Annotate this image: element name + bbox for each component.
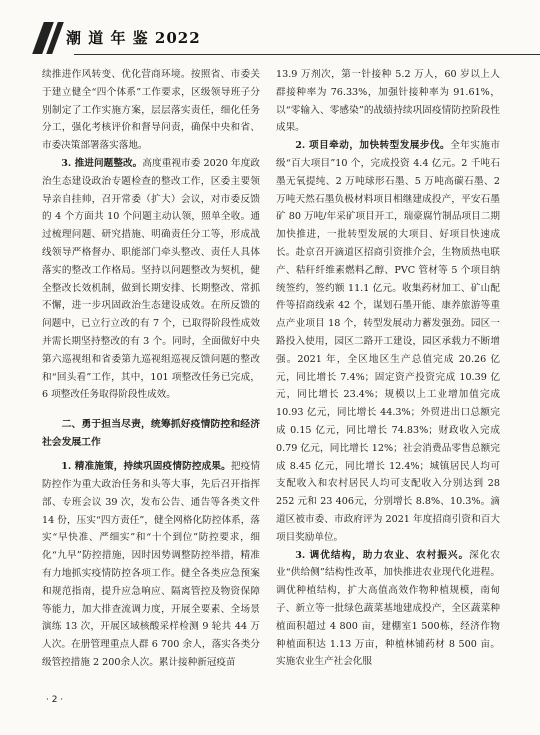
right-paragraph-3-body: 深化农业“供给侧”结构性改革，加快推进农业现代化进程。调优种植结构，扩大高值高效作物种植规模，南甸子、新立等一批绿色蔬菜基地建成投产，全区蔬菜种植面积超过 4 800 亩，建棚室1 500栋，经济作物种植面积达 1.13 万亩，种植林铺药材 8 500 亩。实施农业生产社会化服 <box>276 549 501 668</box>
section-heading: 二、勇于担当尽责，统筹抓好疫情防控和经济社会发展工作 <box>42 419 260 449</box>
left-paragraph-3-lead: 1. 精准施策，持续巩固疫情防控成果。 <box>61 461 231 473</box>
left-paragraph-1: 续推进作风转变、优化营商环境。按照省、市委关于建立健全“四个体系”工作要求，区级领导班子分别制定了工作实施方案，层层落实责任，细化任务分工，强化考核评价和督导问责，确保中央和省、市委决策部署落实落地。 <box>42 69 260 152</box>
right-paragraph-3-lead: 3. 调优结构，助力农业、农村振兴。 <box>295 549 470 561</box>
right-paragraph-2-body: 全年实施市级“百大项目”10 个，完成投资 4.4 亿元。2 千吨石墨无氧提纯、2 万吨球形石墨、5 万吨高碳石墨、2 万吨天然石墨负极材料项目相继建成投产，平安石墨矿 80 万吨/年采矿项目开工，瑞豪腐竹制品项目二期加快推进，一批转型发展的大项目、好项目快速成长。赴京召开滴道区招商引资推介会，生物质热电联产、秸秆纤维素燃料乙醇、PVC 管材等 5 个项目纳统签约，签约额 11.1 亿元。收集药材加工、矿山配件等招商线索 42 个，谋划石墨开能、康养旅游等重点产业项目 18 个，转型发展动力蓄发强劲。园区一路投入使用，园区二路开工建设，园区承载力不断增强。2021 年，全区地区生产总值完成 20.26 亿元，同比增长 7.4%；固定资产投资完成 10.39 亿元，同比增长 23.4%；规模以上工业增加值完成 10.93 亿元，同比增长 44.3%；外贸进出口总额完成 0.15 亿元，同比增长 74.83%；财政收入完成 0.79 亿元，同比增长 12%；社会消费品零售总额完成 8.45 亿元，同比增长 12.4%；城镇居民人均可支配收入和农村居民人均可支配收入分别达到 28 252 元和 23 406元，分别增长 8.8%、10.3%。滴道区被市委、市政府评为 2021 年度招商引资和百大项目奖励单位。 <box>276 140 501 543</box>
left-paragraph-3 <box>42 458 260 672</box>
left-paragraph-2 <box>42 155 260 404</box>
page-header <box>0 0 540 62</box>
right-column <box>276 66 500 671</box>
left-paragraph-3-body: 把疫情防控作为重大政治任务和头等大事，先后召开指挥部、专班会议 39 次，发布公告、通告等各类文件 14 份，压实“四方责任”，健全网格化防控体系，落实“早快准、严细实”和“十个到位”防控要求，细化“九早”防控措施，因时因势调整防控举措，精准有力地抓实疫情防控各项工作。健全各类应急预案和规范指南，提升应急响应、隔离管控及物资保障等能力，加大排查流调力度，开展全要素、全场景演练 13 次，开展区域核酸采样检测 9 轮共 44 万人次。在册管理重点人群 6 700 余人，落实各类分级管控措施 2 200余人次。累计接种新冠疫苗 <box>42 461 261 668</box>
right-paragraph-1: 13.9 万剂次，第一针接种 5.2 万人，60 岁以上人群接种率为 76.33%，加强针接种率为 91.61%，以“零输入、零感染”的战绩持续巩固疫情防控阶段性成果。 <box>276 69 500 134</box>
right-paragraph-2-lead: 2. 项目牵动，加快转型发展步伐。 <box>295 140 451 152</box>
left-paragraph-2-body: 高度重视市委 2020 年度政治生态建设政治专题检查的整改工作，区委主要领导亲自挂帅，召开常委（扩大）会议，对市委反馈的 4 个方面共 10 个问题主动认领，照单全收。通过梳理问题、研究措施、明确责任分工等，形成战线领导严格督办、职能部门牵头整改、责任人具体落实的整改工作格局。坚持以问题整改为契机，健全整改长效机制，做到长期安排、长期整改、常抓不懈，进一步巩固政治生态建设成效。在所反馈的问题中，已立行立改的有 7 个，已取得阶段性成效并需长期坚持整改的有 3 个。同时，全面做好中央第六巡视组和省委第九巡视组巡视反馈问题的整改和“回头看”工作，其中，101 项整改任务已完成，6 项整改任务取得阶段性成效。 <box>42 157 261 401</box>
right-paragraph-2 <box>276 137 500 546</box>
left-paragraph-2-lead: 3. 推进问题整改。 <box>61 157 143 169</box>
yearbook-title: 潮 道 年 鉴 2022 <box>66 29 201 47</box>
header-rule <box>74 54 540 55</box>
left-column <box>42 66 260 672</box>
right-paragraph-3 <box>276 547 500 672</box>
page-number: · 2 · <box>46 695 64 705</box>
